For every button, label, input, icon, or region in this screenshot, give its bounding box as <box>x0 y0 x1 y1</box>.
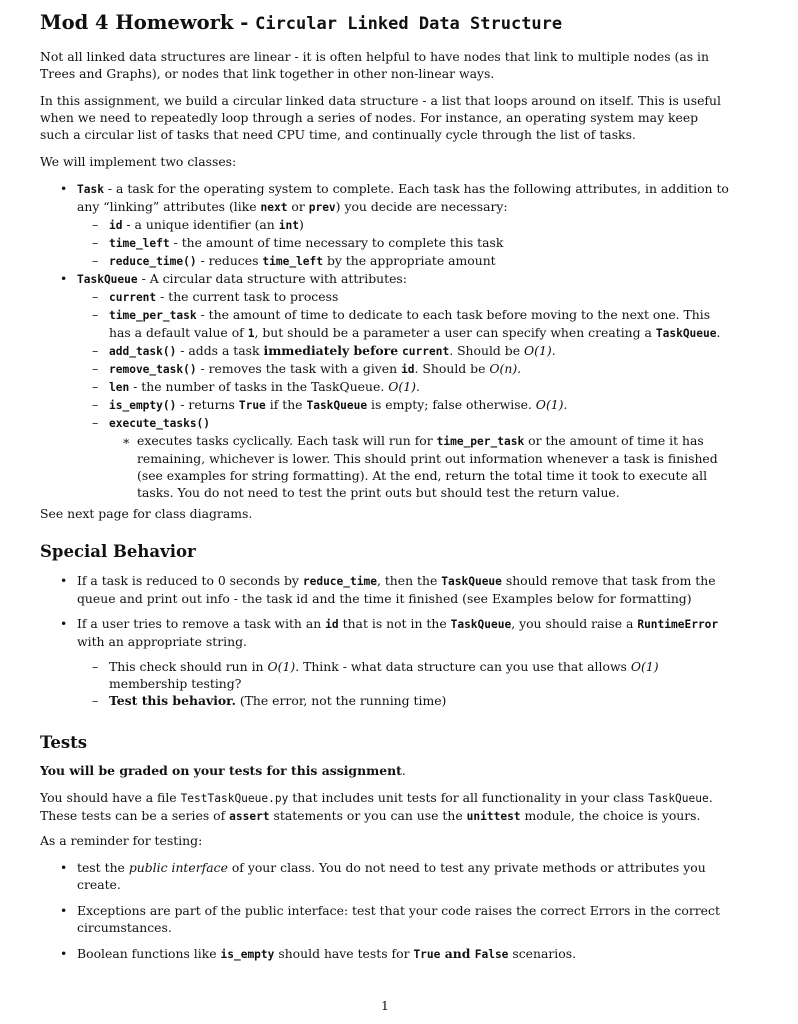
list-item-execute-desc: ∗ executes tasks cyclically. Each task will run for time_per_task or the amount of time it has remaining, whichever is lower. This should print out information whenever a task is finished (see examples for string formatting). At the end, return the total time it took to execute all tasks. You do not need to test the print outs but should test the return value. <box>40 432 730 501</box>
special-behavior-list <box>40 572 730 709</box>
list-item-len: – len - the number of tasks in the TaskQueue. O(1). <box>40 378 730 396</box>
list-item-public-interface: • test the public interface of your class. You do not need to test any private methods or attributes you create. <box>40 859 730 893</box>
tests-paragraph: You should have a file TestTaskQueue.py that includes unit tests for all functionality in your class TaskQueue. These tests can be a series of assert statements or you can use the unittest module, the choice is yours. <box>40 790 713 823</box>
list-item-time-per-task: – time_per_task - the amount of time to dedicate to each task before moving to the next one. This has a default value of 1, but should be a parameter a user can specify when creating a TaskQueue. <box>40 306 730 342</box>
graded-note: You will be graded on your tests for this assignment. <box>40 763 406 778</box>
intro-paragraph-3: We will implement two classes: <box>40 154 237 169</box>
list-item-o1-check: – This check should run in O(1). Think - what data structure can you use that allows O(1) membership testing? <box>40 658 730 692</box>
list-item-reduce-time: – reduce_time() - reduces time_left by the appropriate amount <box>40 252 730 270</box>
list-item-exceptions: • Exceptions are part of the public interface: test that your code raises the correct Errors in the correct circumstances. <box>40 902 730 936</box>
list-item-remove-missing-id: • If a user tries to remove a task with an id that is not in the TaskQueue, you should raise a RuntimeError with an appropriate string. – This check should run in O(1). Think - what data structure can you use that allows O(1) membership testing? – Test this behavior. (The error, not the running time) <box>40 615 730 709</box>
list-item-current: – current - the current task to process <box>40 288 730 306</box>
list-item-test-behavior: – Test this behavior. (The error, not the running time) <box>40 692 730 709</box>
list-item-is-empty: – is_empty() - returns True if the TaskQueue is empty; false otherwise. O(1). <box>40 396 730 414</box>
see-next-page-note: See next page for class diagrams. <box>40 506 253 521</box>
intro-paragraph-2: In this assignment, we build a circular linked data structure - a list that loops around on itself. This is useful when we need to repeatedly loop through a series of nodes. For instance, an operating system may keep such a circular list of tasks that need CPU time, and continually cycle through the list of tasks. <box>40 93 721 142</box>
intro-paragraph-1: Not all linked data structures are linear - it is often helpful to have nodes that link to multiple nodes (as in Trees and Graphs), or nodes that link together in other non-linear ways. <box>40 49 709 81</box>
class-list <box>40 180 730 501</box>
list-item-execute-tasks: – execute_tasks() ∗ executes tasks cyclically. Each task will run for time_per_task or the amount of time it has remaining, whichever is lower. This should print out information whenever a task is finished (see examples for string formatting). At the end, return the total time it took to execute all tasks. You do not need to test the print outs but should test the return value. <box>40 414 730 501</box>
list-item-task: • Task - a task for the operating system to complete. Each task has the following attributes, in addition to any “linking” attributes (like next or prev) you decide are necessary: – id - a unique identifier (an int) – time_left - the amount of time necessary to complete this task – reduce_time() - reduces time_left by the appropriate amount <box>40 180 730 270</box>
reminder-text: As a reminder for testing: <box>40 833 203 848</box>
reminder-list <box>40 859 730 963</box>
page-title: Mod 4 Homework - Circular Linked Data Structure <box>40 11 563 34</box>
special-behavior-heading: Special Behavior <box>40 542 196 561</box>
list-item-time-left: – time_left - the amount of time necessary to complete this task <box>40 234 730 252</box>
list-item-boolean: • Boolean functions like is_empty should have tests for True and False scenarios. <box>40 945 730 963</box>
list-item-id: – id - a unique identifier (an int) <box>40 216 730 234</box>
page-number: 1 <box>381 998 389 1013</box>
list-item-reduce-to-zero: • If a task is reduced to 0 seconds by reduce_time, then the TaskQueue should remove that task from the queue and print out info - the task id and the time it finished (see Examples below for formatting) <box>40 572 730 607</box>
tests-heading: Tests <box>40 733 88 752</box>
list-item-taskqueue: • TaskQueue - A circular data structure with attributes: – current - the current task to process – time_per_task - the amount of time to dedicate to each task before moving to the next one. This has a default value of 1, but should be a parameter a user can specify when creating a TaskQueue. – add_task() - adds a task immediately before current. Should be O(1). – remove_task() - removes the task with a given id. Should be O(n). – len - the number of tasks in the TaskQueue. O(1). – is_empty() - returns True if the TaskQueue is empty; false otherwise. O(1). – execute_tasks() ∗ executes tasks cyclically. Each task will run for time_per_task or the amount of time it has remaining, whichever is lower. This should print out information whenever a task is finished (see examples for string formatting). At the end, return the total time it took to execute all tasks. You do not need to test the print outs but should test the return value. <box>40 270 730 501</box>
list-item-remove-task: – remove_task() - removes the task with a given id. Should be O(n). <box>40 360 730 378</box>
list-item-add-task: – add_task() - adds a task immediately before current. Should be O(1). <box>40 342 730 360</box>
